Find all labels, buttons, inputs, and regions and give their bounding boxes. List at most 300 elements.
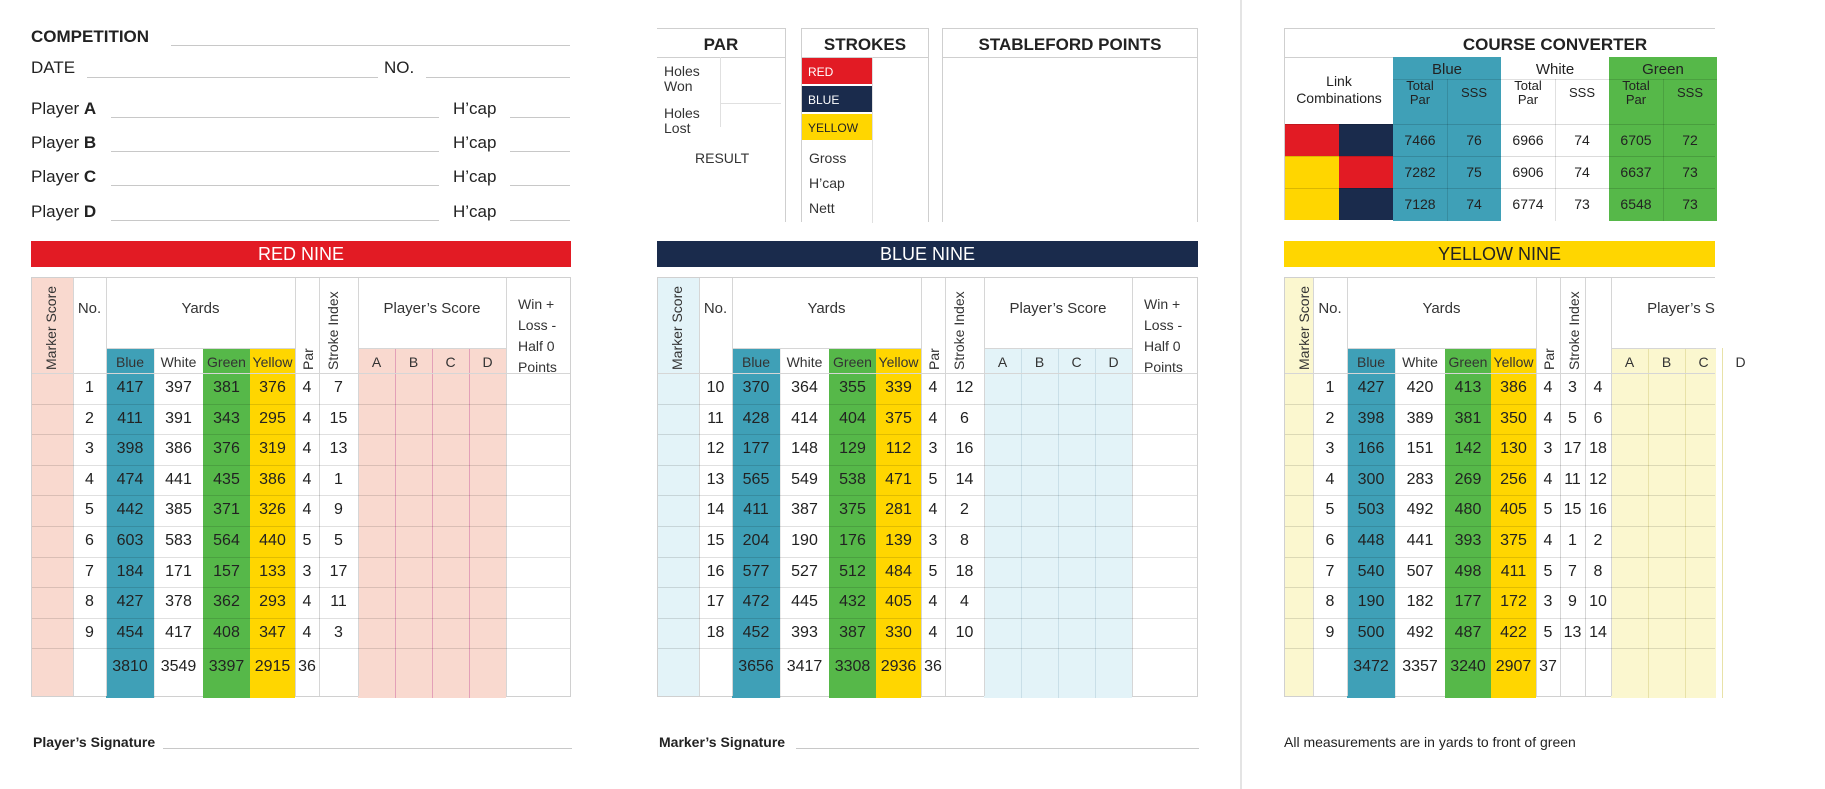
- converter-row-line: [1285, 188, 1715, 189]
- stroke-index: 4: [960, 593, 969, 610]
- hcap-field[interactable]: [510, 185, 570, 186]
- yardage-blue: 411: [117, 410, 143, 427]
- yardage-green: 435: [213, 471, 240, 488]
- holes-won-label: Holes Won: [664, 63, 700, 94]
- stroke-index: 15: [329, 410, 348, 427]
- grid-line: [1685, 348, 1686, 698]
- hcap-label: H’cap: [453, 99, 497, 118]
- hole-number: 13: [706, 471, 725, 488]
- players-score-header: Player’s Score: [383, 300, 481, 317]
- grid-line: [32, 587, 570, 588]
- grid-line: [658, 404, 1197, 405]
- stroke-index: 3: [1568, 379, 1577, 396]
- yardage-green: 408: [213, 624, 240, 641]
- stroke-index-2: 4: [1593, 379, 1603, 396]
- grid-line: [506, 278, 507, 696]
- grid-line: [1285, 618, 1715, 619]
- yardage-yellow: 422: [1500, 624, 1527, 641]
- number-header: No.: [1318, 300, 1342, 317]
- yardage-white: 171: [165, 563, 192, 580]
- yardage-white: 397: [165, 379, 192, 396]
- number-field[interactable]: [426, 77, 570, 78]
- converter-title: COURSE CONVERTER: [1462, 35, 1648, 54]
- stroke-index: 5: [334, 532, 343, 549]
- yardage-white: 391: [165, 410, 192, 427]
- grid-line: [658, 434, 1197, 435]
- converter-row-line: [1285, 124, 1715, 125]
- yardage-white: 507: [1406, 563, 1434, 580]
- converter-group-blue: Blue: [1431, 61, 1463, 78]
- hole-par: 5: [302, 532, 312, 549]
- yardage-blue: 398: [116, 440, 144, 457]
- grid-line: [358, 348, 506, 349]
- grid-line: [1722, 348, 1723, 698]
- grid-line: [1611, 278, 1612, 696]
- hole-number: 6: [85, 532, 94, 549]
- player-name-field[interactable]: [111, 220, 439, 221]
- grid-line: [1095, 348, 1096, 698]
- player-column-header-c: C: [1071, 354, 1082, 370]
- yardage-green: 387: [839, 624, 866, 641]
- stroke-index-2: 16: [1589, 501, 1607, 518]
- grid-line: [1132, 278, 1133, 696]
- stroke-index: 18: [955, 563, 974, 580]
- wlh-line: Loss -: [518, 317, 557, 333]
- tee-header-blue: Blue: [115, 354, 145, 370]
- hole-par: 4: [928, 410, 938, 427]
- yardage-green: 376: [213, 440, 240, 457]
- yardage-white: 387: [791, 501, 818, 518]
- stroke-index: 16: [955, 440, 974, 457]
- date-label: DATE: [31, 58, 76, 77]
- hole-number: 6: [1325, 532, 1335, 549]
- wlh-line: Points: [518, 359, 557, 375]
- total-yardage-blue: 3810: [112, 658, 148, 675]
- yardage-yellow: 350: [1500, 410, 1527, 427]
- stroke-index-header: Stroke Index: [1566, 291, 1582, 370]
- yardage-white: 527: [791, 563, 818, 580]
- yardage-green: 432: [839, 593, 866, 610]
- player-name-field[interactable]: [111, 151, 439, 152]
- yardage-green: 564: [213, 532, 240, 549]
- tee-header-green: Green: [207, 354, 246, 370]
- grid-line: [658, 495, 1197, 496]
- link-swatch: [1339, 188, 1393, 220]
- yardage-blue: 427: [116, 593, 144, 610]
- yardage-blue: 565: [742, 471, 770, 488]
- blue-nine-table: [657, 277, 1198, 697]
- hcap-field[interactable]: [510, 117, 570, 118]
- yardage-blue: 300: [1357, 471, 1385, 488]
- gross-label: Gross: [809, 150, 847, 166]
- stroke-index: 1: [334, 471, 343, 488]
- link-swatch: [1285, 188, 1339, 220]
- par-header: Par: [300, 348, 316, 370]
- yards-header: Yards: [807, 300, 846, 317]
- yellow-nine-banner: YELLOW NINE: [1284, 241, 1715, 267]
- hole-number: 9: [1325, 624, 1335, 641]
- par-title: PAR: [703, 35, 739, 54]
- player-column-header-b: B: [1661, 354, 1672, 370]
- hole-par: 4: [928, 379, 938, 396]
- total-yardage-yellow: 2907: [1495, 658, 1532, 675]
- yardage-blue: 411: [743, 501, 769, 518]
- total-yardage-yellow: 2936: [880, 658, 917, 675]
- hole-number: 10: [706, 379, 725, 396]
- yardage-white: 364: [791, 379, 818, 396]
- players-score-column[interactable]: [1611, 348, 1716, 698]
- players-signature-label: Player’s Signature: [33, 734, 156, 750]
- player-letter: A: [83, 99, 97, 118]
- yardage-green: 177: [1454, 593, 1482, 610]
- player-word: Player: [31, 133, 80, 152]
- stableford-title: STABLEFORD POINTS: [978, 35, 1162, 54]
- stroke-index: 6: [960, 410, 969, 427]
- hole-number: 9: [85, 624, 94, 641]
- yardage-yellow: 295: [259, 410, 286, 427]
- hcap-label: H’cap: [453, 202, 497, 221]
- link-swatch: [1339, 124, 1393, 156]
- converter-divider: [1393, 79, 1717, 80]
- number-label: NO.: [384, 58, 415, 77]
- converter-value: 6966: [1512, 132, 1544, 148]
- yardage-blue: 472: [742, 593, 770, 610]
- stroke-index: 1: [1568, 532, 1577, 549]
- yardage-yellow: 440: [259, 532, 286, 549]
- hole-par: 4: [1543, 379, 1553, 396]
- grid-line: [1285, 404, 1715, 405]
- hole-par: 4: [302, 593, 312, 610]
- yardage-white: 386: [165, 440, 192, 457]
- hole-par: 3: [928, 532, 938, 549]
- grid-line: [984, 278, 985, 696]
- yardage-green: 362: [213, 593, 240, 610]
- yardage-blue: 190: [1357, 593, 1385, 610]
- red-nine-table: [31, 277, 571, 697]
- yardage-green: 487: [1454, 624, 1482, 641]
- stroke-index-2: 18: [1589, 440, 1607, 457]
- player-column-header-a: A: [997, 354, 1008, 370]
- yardage-green: 371: [213, 501, 240, 518]
- stroke-index-2: 6: [1593, 410, 1603, 427]
- yardage-blue: 398: [1357, 410, 1385, 427]
- converter-value: 76: [1466, 132, 1482, 148]
- grid-line: [106, 348, 295, 349]
- grid-line: [984, 348, 1132, 349]
- yardage-green: 375: [839, 501, 866, 518]
- grid-line: [1611, 348, 1716, 349]
- stroke-index: 7: [1568, 563, 1577, 580]
- player-column-header-b: B: [1034, 354, 1045, 370]
- grid-line: [395, 348, 396, 698]
- yardage-white: 393: [791, 624, 818, 641]
- converter-value: 75: [1466, 164, 1482, 180]
- hcap-field[interactable]: [510, 151, 570, 152]
- grid-line: [1285, 526, 1715, 527]
- blue-tee-column: [732, 348, 780, 698]
- stroke-index: 15: [1563, 501, 1582, 518]
- converter-value: 73: [1574, 196, 1590, 212]
- total-par-header: Total Par: [1406, 78, 1434, 107]
- hole-par: 4: [302, 410, 312, 427]
- wlh-line: Win +: [518, 296, 555, 312]
- grid-line: [469, 348, 470, 698]
- markers-signature-field[interactable]: [796, 748, 1199, 749]
- yardage-yellow: 130: [1500, 440, 1527, 457]
- number-header: No.: [703, 300, 728, 317]
- player-name-field[interactable]: [111, 185, 439, 186]
- yardage-yellow: 375: [885, 410, 912, 427]
- yardage-yellow: 376: [259, 379, 286, 396]
- stroke-index: 8: [960, 532, 969, 549]
- yardage-green: 498: [1454, 563, 1482, 580]
- yardage-yellow: 386: [1500, 379, 1527, 396]
- yardage-white: 549: [791, 471, 818, 488]
- total-par: 37: [1539, 658, 1557, 675]
- yardage-yellow: 347: [259, 624, 286, 641]
- player-column-header-a: A: [371, 354, 382, 370]
- hole-number: 11: [707, 410, 724, 427]
- stroke-index: 17: [329, 563, 348, 580]
- yardage-green: 355: [839, 379, 866, 396]
- yardage-blue: 427: [1357, 379, 1385, 396]
- win-loss-half-header: [518, 294, 557, 378]
- tee-header-blue: Blue: [1356, 354, 1386, 370]
- marker-score-header: Marker Score: [669, 285, 685, 370]
- measurements-note: All measurements are in yards to front of green: [1284, 734, 1576, 750]
- yardage-white: 385: [165, 501, 192, 518]
- tee-header-yellow: Yellow: [252, 354, 293, 370]
- red-nine-banner: RED NINE: [31, 241, 571, 267]
- stroke-index: 14: [955, 471, 974, 488]
- yardage-yellow: 293: [259, 593, 286, 610]
- yardage-green: 512: [839, 563, 866, 580]
- grid-line: [32, 557, 570, 558]
- yardage-green: 157: [213, 563, 240, 580]
- grid-line: [658, 373, 1197, 374]
- stroke-index-header: Stroke Index: [325, 291, 341, 370]
- hole-number: 7: [85, 563, 94, 580]
- stroke-index-2: 14: [1589, 624, 1607, 641]
- hole-par: 5: [928, 471, 938, 488]
- player-label-b: [31, 133, 96, 153]
- yardage-white: 441: [165, 471, 192, 488]
- yardage-yellow: 281: [885, 501, 912, 518]
- yardage-blue: 417: [116, 379, 144, 396]
- number-header: No.: [77, 300, 102, 317]
- hole-par: 4: [1543, 471, 1553, 488]
- player-label-d: [31, 202, 96, 222]
- stroke-index-2: 8: [1593, 563, 1603, 580]
- green-tee-column: [829, 348, 876, 698]
- yardage-blue: 500: [1357, 624, 1385, 641]
- converter-value: 7282: [1404, 164, 1436, 180]
- converter-row-line: [1285, 156, 1715, 157]
- hole-number: 5: [85, 501, 94, 518]
- hole-number: 8: [1325, 593, 1335, 610]
- green-tee-column: [1445, 348, 1491, 698]
- strokes-tee-red: RED: [802, 58, 872, 84]
- wlh-line: Win +: [1144, 296, 1181, 312]
- link-swatch: [1285, 156, 1339, 188]
- converter-value: 6548: [1620, 196, 1652, 212]
- yardage-green: 538: [839, 471, 866, 488]
- hole-par: 5: [1543, 563, 1553, 580]
- yellow-nine-table: [1284, 277, 1746, 697]
- strokes-tee-yellow: YELLOW: [802, 114, 872, 140]
- converter-value: 7128: [1404, 196, 1436, 212]
- player-column-header-b: B: [408, 354, 419, 370]
- total-yardage-white: 3417: [786, 658, 823, 675]
- tee-header-white: White: [1402, 354, 1438, 370]
- converter-value: 6705: [1620, 132, 1652, 148]
- total-yardage-white: 3549: [160, 658, 197, 675]
- nett-label: Nett: [809, 200, 835, 216]
- yardage-green: 269: [1454, 471, 1482, 488]
- blue-nine-banner: BLUE NINE: [657, 241, 1198, 267]
- grid-line: [358, 278, 359, 696]
- stroke-index: 12: [955, 379, 974, 396]
- total-par: 36: [924, 658, 942, 675]
- win-loss-half-header: [1144, 294, 1183, 378]
- grid-line: [32, 526, 570, 527]
- yardage-yellow: 411: [1500, 563, 1527, 580]
- yellow-tee-column: [876, 348, 921, 698]
- hole-number: 17: [706, 593, 725, 610]
- hole-par: 4: [302, 379, 312, 396]
- yardage-green: 381: [1454, 410, 1482, 427]
- yardage-yellow: 471: [885, 471, 912, 488]
- yardage-blue: 603: [116, 532, 144, 549]
- yardage-white: 417: [165, 624, 192, 641]
- grid-line: [32, 648, 570, 649]
- players-signature-field[interactable]: [163, 748, 572, 749]
- yardage-white: 148: [791, 440, 818, 457]
- stroke-index-2: 10: [1589, 593, 1607, 610]
- yardage-blue: 204: [742, 532, 770, 549]
- grid-line: [32, 404, 570, 405]
- yards-header: Yards: [1422, 300, 1461, 317]
- yardage-white: 190: [791, 532, 818, 549]
- stroke-index: 13: [329, 440, 348, 457]
- stroke-index: 13: [1563, 624, 1582, 641]
- page-fold: [1240, 0, 1242, 789]
- yardage-white: 445: [791, 593, 818, 610]
- converter-value: 6774: [1512, 196, 1544, 212]
- hole-number: 18: [706, 624, 725, 641]
- hole-par: 4: [302, 440, 312, 457]
- hole-par: 5: [1543, 501, 1553, 518]
- hole-par: 4: [1543, 410, 1553, 427]
- stroke-index: 17: [1563, 440, 1582, 457]
- sss-header: SSS: [1460, 85, 1487, 100]
- grid-line: [732, 348, 921, 349]
- tee-header-white: White: [786, 354, 823, 370]
- yardage-white: 414: [791, 410, 818, 427]
- yardage-white: 378: [165, 593, 192, 610]
- blue-tee-column: [1347, 348, 1395, 698]
- grid-line: [1648, 348, 1649, 698]
- hole-par: 5: [928, 563, 938, 580]
- wlh-line: Points: [1144, 359, 1183, 375]
- converter-value: 74: [1574, 164, 1590, 180]
- grid-line: [1285, 587, 1715, 588]
- hole-number: 14: [706, 501, 725, 518]
- player-name-field[interactable]: [111, 117, 439, 118]
- yardage-white: 492: [1406, 501, 1434, 518]
- hcap-field[interactable]: [510, 220, 570, 221]
- yardage-white: 389: [1406, 410, 1434, 427]
- grid-line: [32, 373, 570, 374]
- yardage-blue: 540: [1357, 563, 1385, 580]
- yardage-white: 492: [1406, 624, 1434, 641]
- grid-line: [1021, 348, 1022, 698]
- competition-field[interactable]: [171, 45, 570, 46]
- hole-number: 1: [85, 379, 94, 396]
- yardage-yellow: 319: [259, 440, 286, 457]
- hole-par: 4: [302, 624, 312, 641]
- yardage-blue: 452: [742, 624, 770, 641]
- yardage-green: 381: [213, 379, 240, 396]
- grid-line: [658, 618, 1197, 619]
- stroke-index: 11: [1564, 471, 1581, 488]
- yardage-green: 129: [839, 440, 866, 457]
- strokes-title: STROKES: [823, 35, 907, 54]
- stroke-index: 9: [334, 501, 343, 518]
- stroke-index: 7: [334, 379, 343, 396]
- yardage-green: 176: [839, 532, 866, 549]
- total-yardage-green: 3240: [1450, 658, 1486, 675]
- hole-number: 4: [1325, 471, 1335, 488]
- wlh-line: Loss -: [1144, 317, 1183, 333]
- yardage-blue: 177: [742, 440, 770, 457]
- total-par: 36: [298, 658, 316, 675]
- sss-header: SSS: [1568, 85, 1595, 100]
- yardage-yellow: 484: [885, 563, 912, 580]
- yardage-yellow: 375: [1500, 532, 1527, 549]
- player-column-header-d: D: [1735, 354, 1746, 370]
- player-word: Player: [31, 99, 80, 118]
- grid-line: [32, 434, 570, 435]
- stroke-index: 11: [330, 593, 347, 610]
- hole-number: 3: [1325, 440, 1335, 457]
- stroke-index-2: 2: [1593, 532, 1603, 549]
- date-field[interactable]: [87, 77, 378, 78]
- yardage-green: 142: [1454, 440, 1482, 457]
- grid-line: [1347, 348, 1536, 349]
- grid-line: [780, 348, 781, 698]
- tee-header-white: White: [160, 354, 197, 370]
- grid-line: [658, 465, 1197, 466]
- link-swatch: [1339, 156, 1393, 188]
- hole-number: 15: [706, 532, 725, 549]
- converter-value: 6906: [1512, 164, 1544, 180]
- player-column-header-d: D: [1108, 354, 1119, 370]
- tee-header-yellow: Yellow: [878, 354, 919, 370]
- grid-line: [658, 587, 1197, 588]
- players-score-header: Player’s S: [1647, 300, 1715, 317]
- grid-line: [1285, 648, 1715, 649]
- yardage-green: 404: [839, 410, 866, 427]
- tee-header-green: Green: [1448, 354, 1488, 370]
- yardage-white: 441: [1406, 532, 1434, 549]
- converter-value: 74: [1466, 196, 1482, 212]
- yardage-white: 420: [1406, 379, 1434, 396]
- total-yardage-white: 3357: [1402, 658, 1438, 675]
- hole-number: 7: [1325, 563, 1335, 580]
- total-par-header: Total Par: [1514, 78, 1542, 107]
- player-word: Player: [31, 167, 80, 186]
